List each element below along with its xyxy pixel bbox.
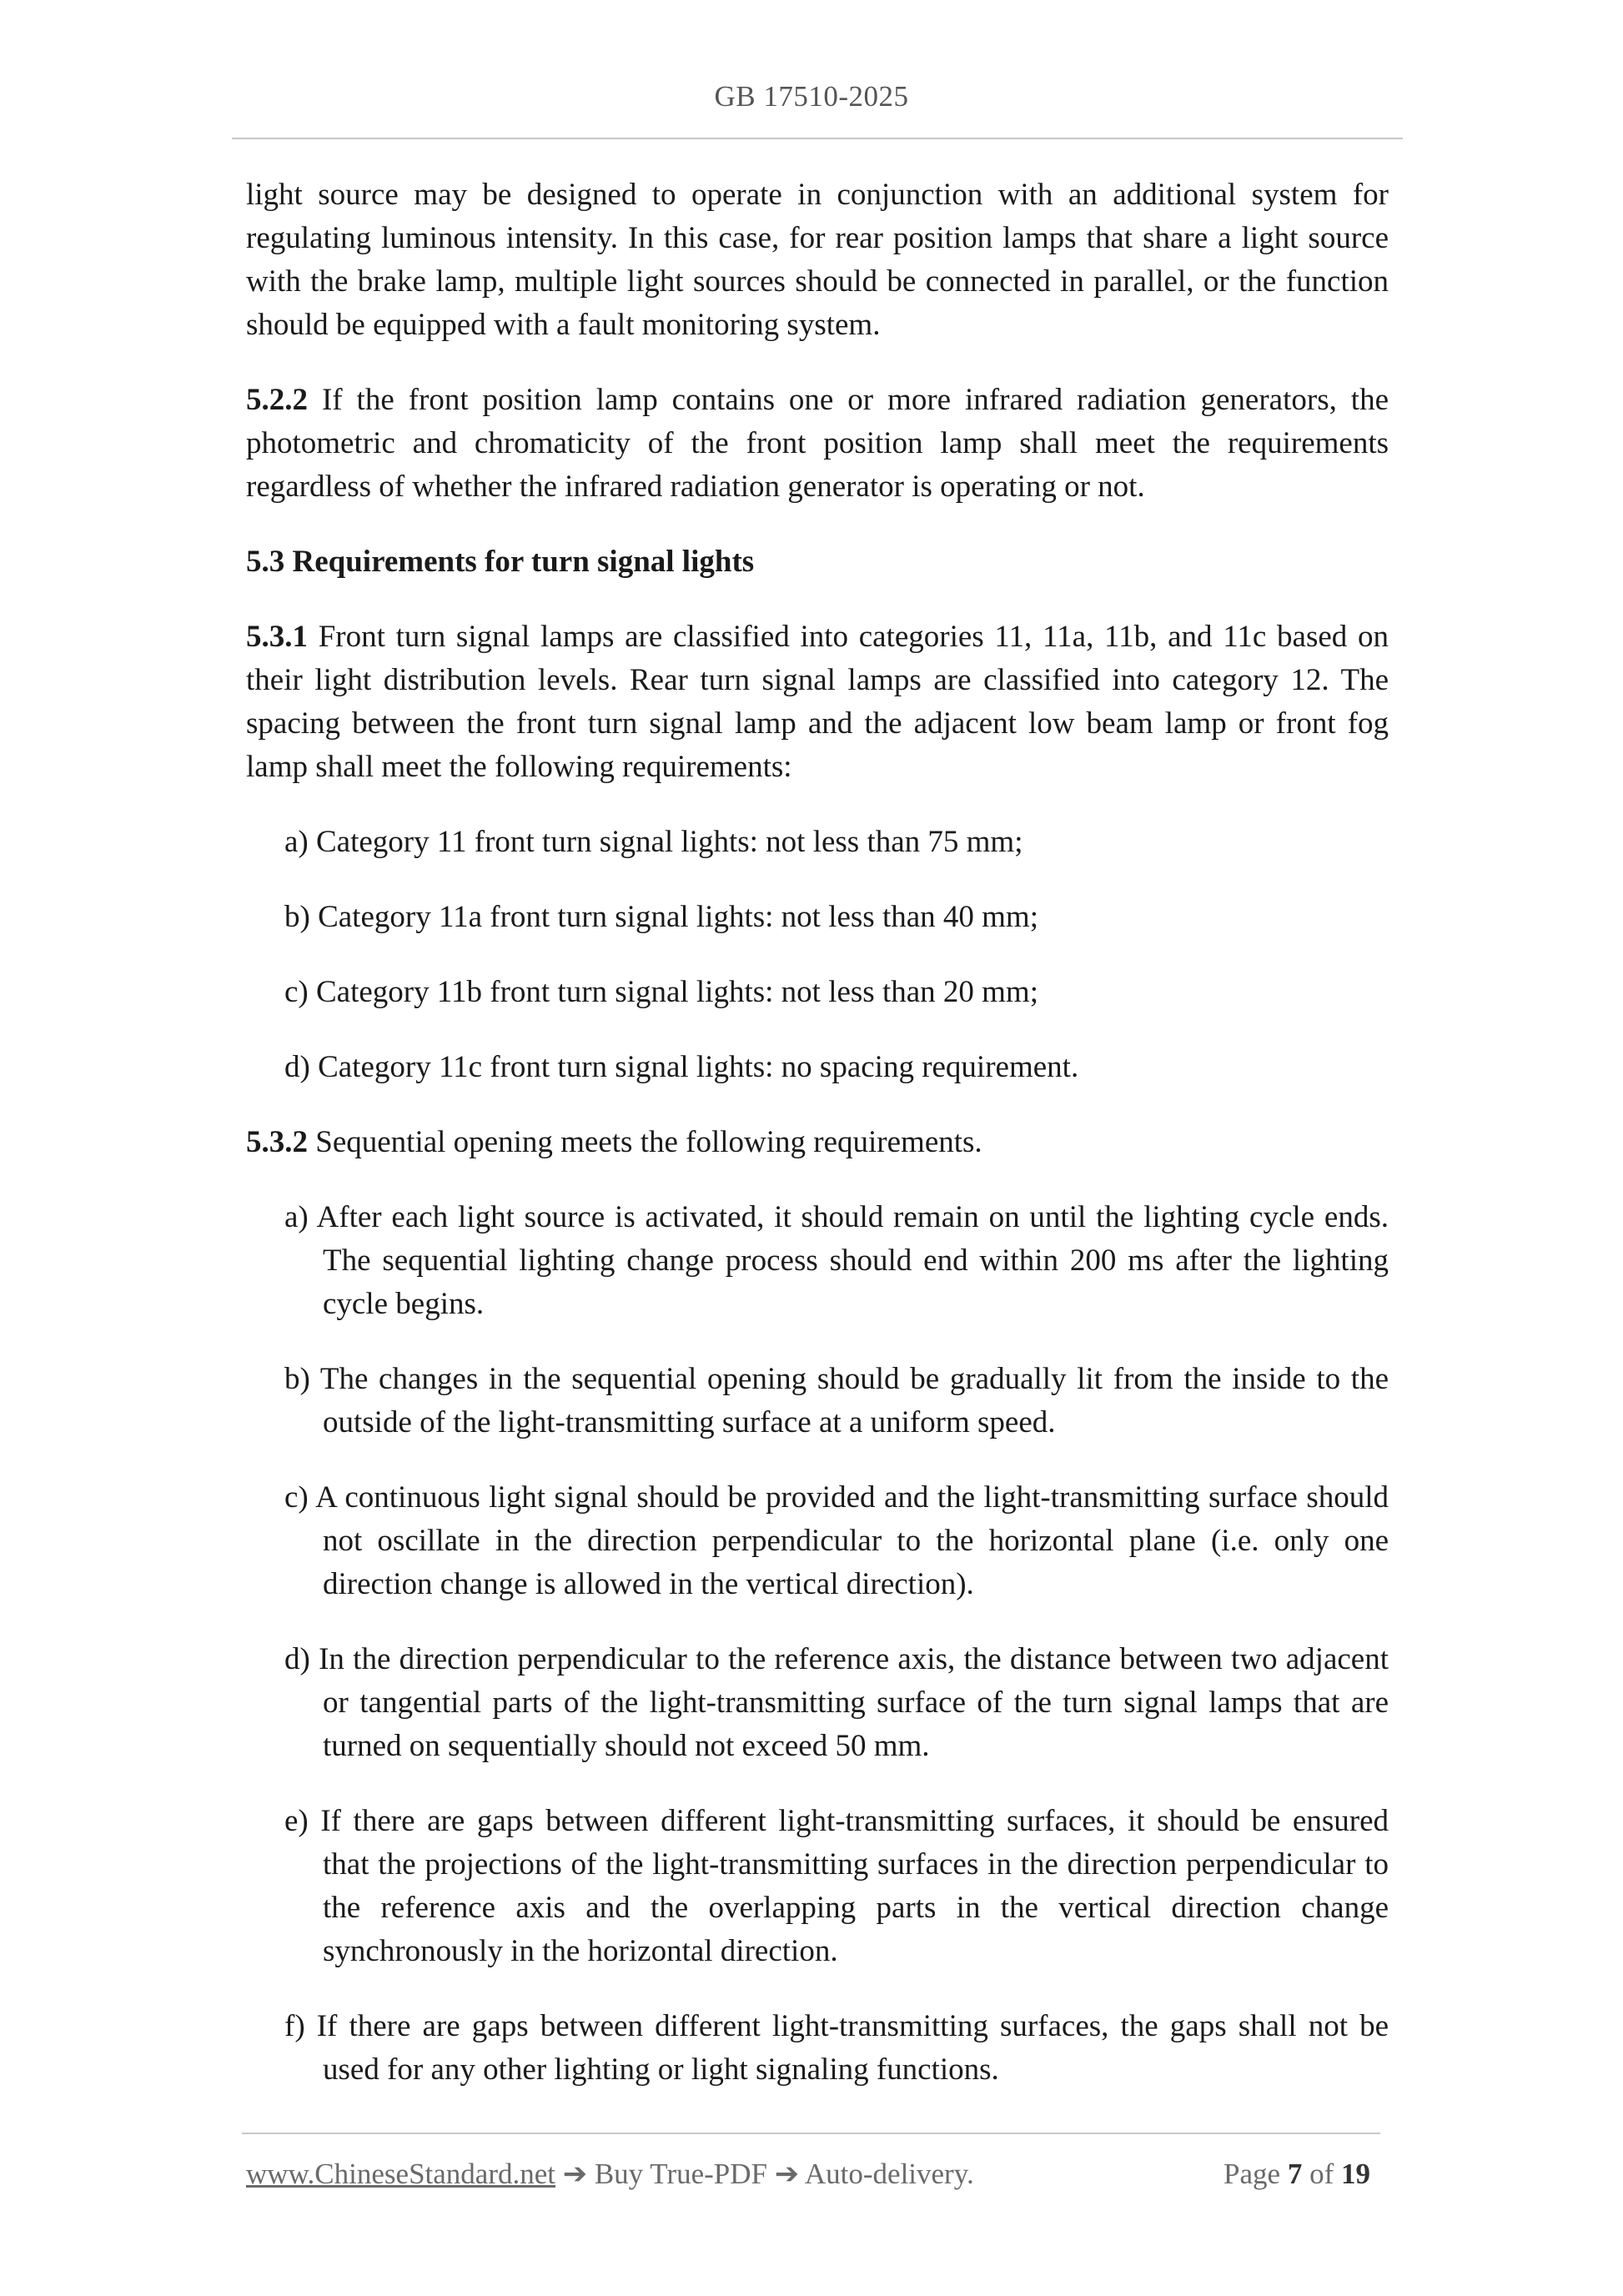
page-indicator (1224, 2158, 1370, 2191)
page-current: 7 (1287, 2158, 1303, 2190)
paragraph-intro: light source may be designed to operate in conjunction with an additional system for regulating luminous intensity. In this case, for rear position lamps that share a light source with the brake lamp, multiple light sources should be connected in parallel, or the function should be equipped with a fault monitoring system. (246, 178, 1389, 342)
list-item: d) Category 11c front turn signal lights: no spacing requirement. (284, 1050, 1079, 1084)
clause-number: 5.3.1 (246, 620, 308, 654)
paragraph-5-3-2 (246, 1121, 1389, 1164)
site-link[interactable]: www.ChineseStandard.net (246, 2158, 555, 2190)
clause-text: Sequential opening meets the following requirements. (308, 1125, 982, 1159)
list-item: a) After each light source is activated, it should remain on until the lighting cycle ends. The sequential lighting change process should end within 200 ms after the lighting cycle begins. (284, 1200, 1389, 1321)
promo-text: ➔ Buy True-PDF ➔ Auto-delivery. (555, 2158, 974, 2190)
paragraph-5-2-2 (246, 379, 1389, 509)
footer-promo (246, 2158, 974, 2191)
list-5-3-1 (246, 821, 1389, 1089)
page-of: of (1309, 2158, 1334, 2190)
header-divider (232, 138, 1403, 139)
list-item: b) The changes in the sequential opening should be gradually lit from the inside to the outside of the light-transmitting surface at a uniform speed. (284, 1362, 1389, 1439)
paragraph-5-3-1 (246, 615, 1389, 789)
page-total: 19 (1341, 2158, 1370, 2190)
list-item: f) If there are gaps between different light-transmitting surfaces, the gaps shall not be used for any other lighting or light signaling functions. (284, 2009, 1389, 2087)
section-heading-5-3: 5.3 Requirements for turn signal lights (246, 545, 755, 579)
clause-text: Front turn signal lamps are classified into categories 11, 11a, 11b, and 11c based on their light distribution levels. Rear turn signal lamps are classified into category 12. The spacing between the front turn signal lamp and the adjacent low beam lamp or front fog lamp shall meet the following requirements: (246, 620, 1389, 784)
list-item: c) A continuous light signal should be provided and the light-transmitting surface should not oscillate in the direction perpendicular to the horizontal plane (i.e. only one direction change is allowed in the vertical direction). (284, 1480, 1389, 1601)
clause-number: 5.2.2 (246, 383, 308, 417)
clause-number: 5.3.2 (246, 1125, 308, 1159)
list-5-3-2 (246, 1196, 1389, 2092)
document-header: GB 17510-2025 (714, 80, 909, 113)
page-label: Page (1224, 2158, 1281, 2190)
list-item: c) Category 11b front turn signal lights: not less than 20 mm; (284, 975, 1038, 1009)
document-body (246, 173, 1389, 2092)
list-item: d) In the direction perpendicular to the reference axis, the distance between two adjacent or tangential parts of the light-transmitting surface of the turn signal lamps that are turned on sequentially should not exceed 50 mm. (284, 1642, 1389, 1763)
list-item: b) Category 11a front turn signal lights: not less than 40 mm; (284, 900, 1038, 934)
clause-text: If the front position lamp contains one or more infrared radiation generators, the photometric and chromaticity of the front position lamp shall meet the requirements regardless of whether the infrared radiation generator is operating or not. (246, 383, 1389, 504)
list-item: a) Category 11 front turn signal lights: not less than 75 mm; (284, 825, 1023, 859)
footer-divider (242, 2133, 1380, 2134)
list-item: e) If there are gaps between different light-transmitting surfaces, it should be ensured that the projections of the light-transmitting surfaces in the direction perpendicular to the reference axis and the overlapping parts in the vertical direction change synchronously in the horizontal direction. (284, 1804, 1389, 1968)
